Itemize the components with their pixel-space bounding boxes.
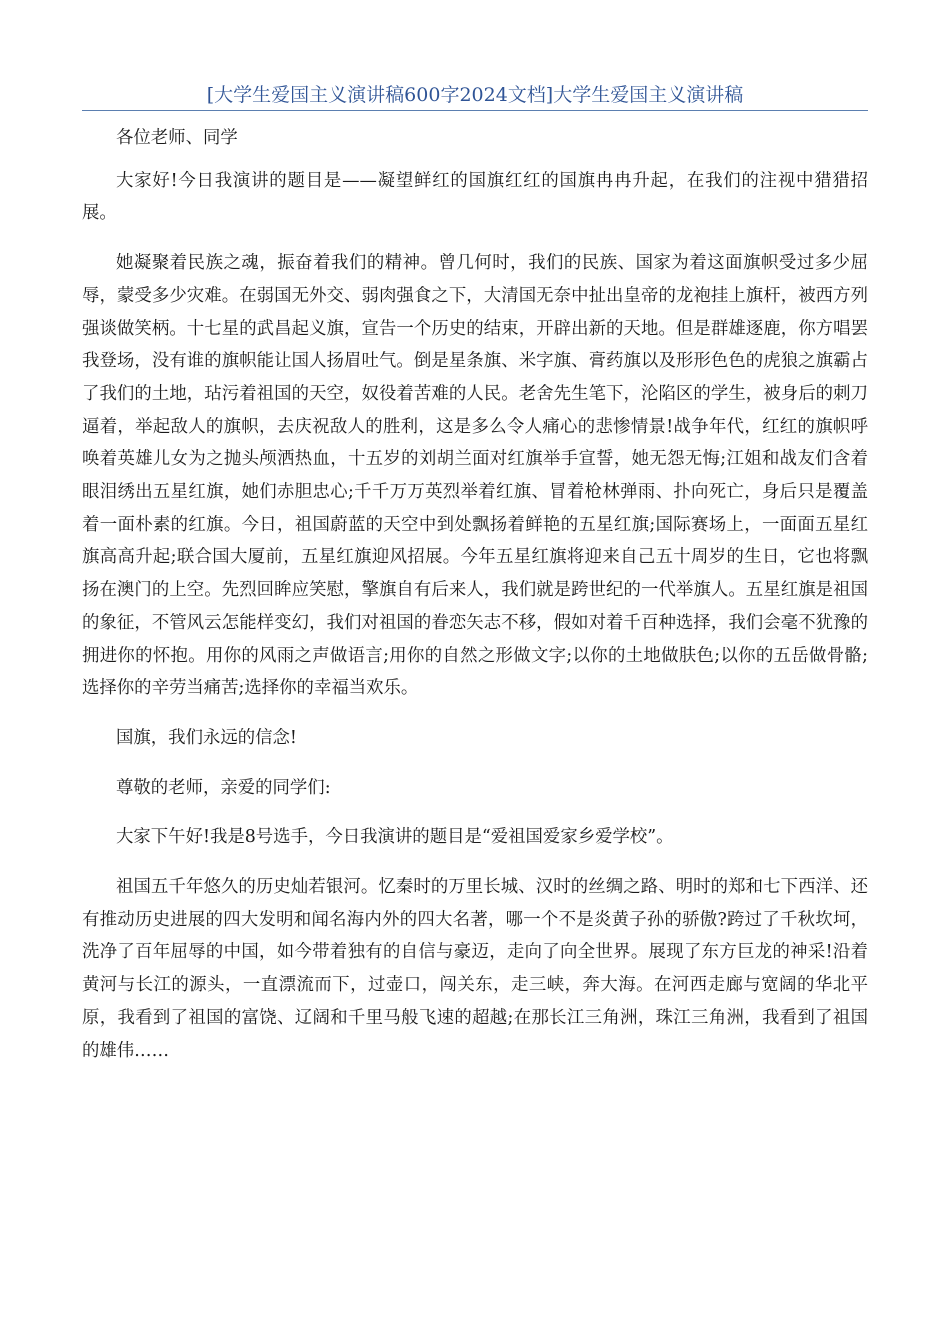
salutation-paragraph: 尊敬的老师，亲爱的同学们: bbox=[116, 777, 331, 798]
body-paragraph: 祖国五千年悠久的历史灿若银河。忆秦时的万里长城、汉时的丝绸之路、明时的郑和七下西洋、还有推动历史进展的四大发明和闻名海内外的四大名著，哪一个不是炎黄子孙的骄傲?跨过了千秋坎坷，洗净了百年屈辱的中国，如今带着独有的自信与豪迈，走向了向全世界。展现了东方巨龙的神采!沿着黄河与长江的源头，一直漂流而下，过壶口，闯关东，走三峡，奔大海。在河西走廊与宽阔的华北平原，我看到了祖国的富饶、辽阔和千里马般飞速的超越;在那长江三角洲，珠江三角洲，我看到了祖国的雄伟…… bbox=[82, 877, 868, 1061]
body-paragraph: 大家好!今日我演讲的题目是——凝望鲜红的国旗红红的国旗冉冉升起，在我们的注视中猎猎招展。 bbox=[82, 170, 868, 224]
body-paragraph: 她凝聚着民族之魂，振奋着我们的精神。曾几何时，我们的民族、国家为着这面旗帜受过多少屈辱，蒙受多少灾难。在弱国无外交、弱肉强食之下，大清国无奈中扯出皇帝的龙袍挂上旗杆，被西方列强谈做笑柄。十七星的武昌起义旗，宣告一个历史的结束，开辟出新的天地。但是群雄逐鹿，你方唱罢我登场，没有谁的旗帜能让国人扬眉吐气。倒是星条旗、米字旗、膏药旗以及形形色色的虎狼之旗霸占了我们的土地，玷污着祖国的天空，奴役着苦难的人民。老舍先生笔下，沦陷区的学生，被身后的刺刀逼着，举起敌人的旗帜，去庆祝敌人的胜利，这是多么令人痛心的悲惨情景!战争年代，红红的旗帜呼唤着英雄儿女为之抛头颅洒热血，十五岁的刘胡兰面对红旗举手宣誓，她无怨无悔;江姐和战友们含着眼泪绣出五星红旗，她们赤胆忠心;千千万万英烈举着红旗、冒着枪林弹雨、扑向死亡，身后只是覆盖着一面朴素的红旗。今日，祖国蔚蓝的天空中到处飘扬着鲜艳的五星红旗;国际赛场上，一面面五星红旗高高升起;联合国大厦前，五星红旗迎风招展。今年五星红旗将迎来自己五十周岁的生日，它也将飘扬在澳门的上空。先烈回眸应笑慰，擎旗自有后来人，我们就是跨世纪的一代举旗人。五星红旗是祖国的象征，不管风云怎能样变幻，我们对祖国的眷恋矢志不移，假如对着千百种选择，我们会毫不犹豫的拥进你的怀抱。用你的风雨之声做语言;用你的自然之形做文字;以你的土地做肤色;以你的五岳做骨骼;选择你的辛劳当痛苦;选择你的幸福当欢乐。 bbox=[82, 253, 868, 699]
document-header bbox=[82, 82, 868, 111]
body-paragraph: 大家下午好!我是8号选手，今日我演讲的题目是“爱祖国爱家乡爱学校”。 bbox=[116, 827, 674, 848]
document-title: [大学生爱国主义演讲稿600字2024文档]大学生爱国主义演讲稿 bbox=[206, 84, 744, 106]
salutation-paragraph: 各位老师、同学 bbox=[116, 128, 238, 148]
body-paragraph: 国旗，我们永远的信念! bbox=[116, 727, 297, 748]
document-body bbox=[82, 122, 868, 1084]
